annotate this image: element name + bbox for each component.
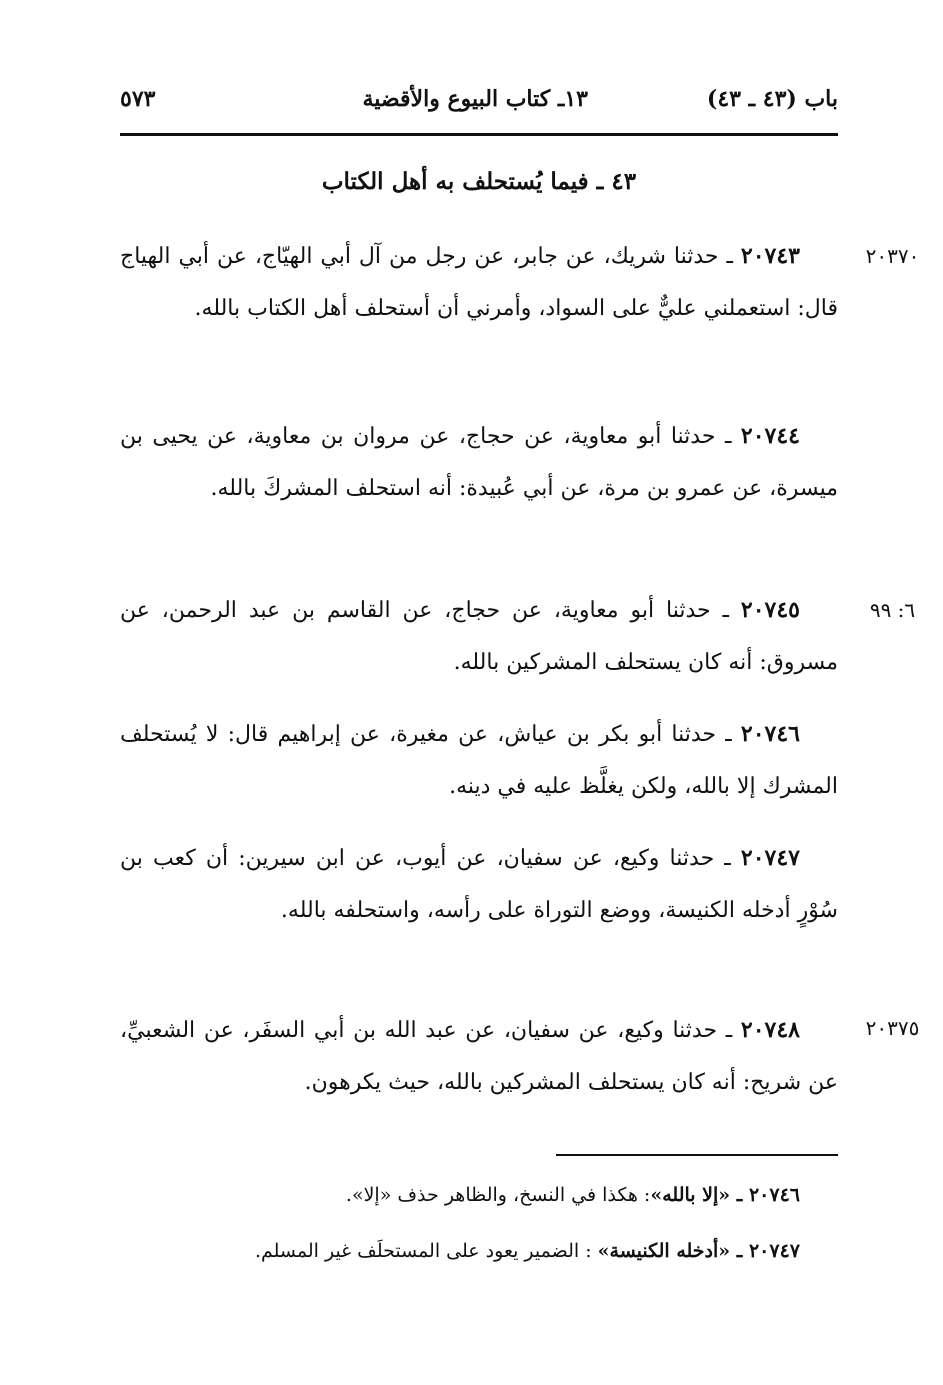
margin-cross-reference: ٦: ٩٩ <box>869 598 916 622</box>
footnote-text: : هكذا في النسخ، والظاهر حذف «إلا». <box>345 1184 651 1206</box>
footnote-text: : الضمير يعود على المستحلَف غير المسلم. <box>254 1240 598 1262</box>
page-number: ٥٧٣ <box>120 86 156 112</box>
hadith-entry <box>120 230 838 335</box>
footnote-ref: ٢٠٧٤٦ ـ «إلا بالله» <box>650 1184 800 1206</box>
hadith-entry <box>120 1004 838 1109</box>
hadith-number: ٢٠٧٤٣ <box>740 243 800 269</box>
hadith-text: ـ حدثنا وكيع، عن سفيان، عن عبد الله بن أبي السفَر، عن الشعبيِّ، عن شريح: أنه كان يستحلف المشركين بالله، حيث يكرهون. <box>120 1018 838 1095</box>
hadith-entry <box>120 584 838 689</box>
hadith-text: ـ حدثنا أبو معاوية، عن حجاج، عن القاسم بن عبد الرحمن، عن مسروق: أنه كان يستحلف المشركين بالله. <box>120 598 838 675</box>
hadith-text: ـ حدثنا أبو معاوية، عن حجاج، عن مروان بن معاوية، عن يحيى بن ميسرة، عن عمرو بن مرة، عن أبي عُبيدة: أنه استحلف المشركَ بالله. <box>120 424 838 501</box>
footnote <box>120 1180 800 1210</box>
hadith-number: ٢٠٧٤٦ <box>740 721 800 747</box>
hadith-entry <box>120 832 838 937</box>
footnote <box>120 1236 800 1266</box>
book-title: ١٣ـ كتاب البيوع والأقضية <box>362 86 588 112</box>
running-head <box>120 86 838 126</box>
hadith-entry <box>120 708 838 813</box>
header-rule <box>120 133 838 136</box>
chapter-heading: باب (٤٣ ـ ٤٣) <box>706 86 838 112</box>
hadith-number: ٢٠٧٤٤ <box>740 423 800 449</box>
footnote-rule <box>556 1154 838 1156</box>
margin-cross-reference: ٢٠٣٧٠ <box>865 244 920 268</box>
margin-cross-reference: ٢٠٣٧٥ <box>865 1016 920 1040</box>
hadith-number: ٢٠٧٤٨ <box>740 1017 800 1043</box>
hadith-text: ـ حدثنا شريك، عن جابر، عن رجل من آل أبي الهيّاج، عن أبي الهياج قال: استعملني عليٌّ على السواد، وأمرني أن أستحلف أهل الكتاب بالله. <box>120 244 838 321</box>
hadith-entry <box>120 410 838 515</box>
section-title: ٤٣ ـ فيما يُستحلف به أهل الكتاب <box>321 168 637 195</box>
hadith-text: ـ حدثنا أبو بكر بن عياش، عن مغيرة، عن إبراهيم قال: لا يُستحلف المشرك إلا بالله، ولكن يغلَّظ عليه في دينه. <box>120 722 838 799</box>
hadith-text: ـ حدثنا وكيع، عن سفيان، عن أيوب، عن ابن سيرين: أن كعب بن سُوْرٍ أدخله الكنيسة، ووضع التوراة على رأسه، واستحلفه بالله. <box>120 846 838 923</box>
hadith-number: ٢٠٧٤٧ <box>740 845 800 871</box>
hadith-number: ٢٠٧٤٥ <box>740 597 800 623</box>
footnote-ref: ٢٠٧٤٧ ـ «أدخله الكنيسة» <box>597 1240 800 1262</box>
